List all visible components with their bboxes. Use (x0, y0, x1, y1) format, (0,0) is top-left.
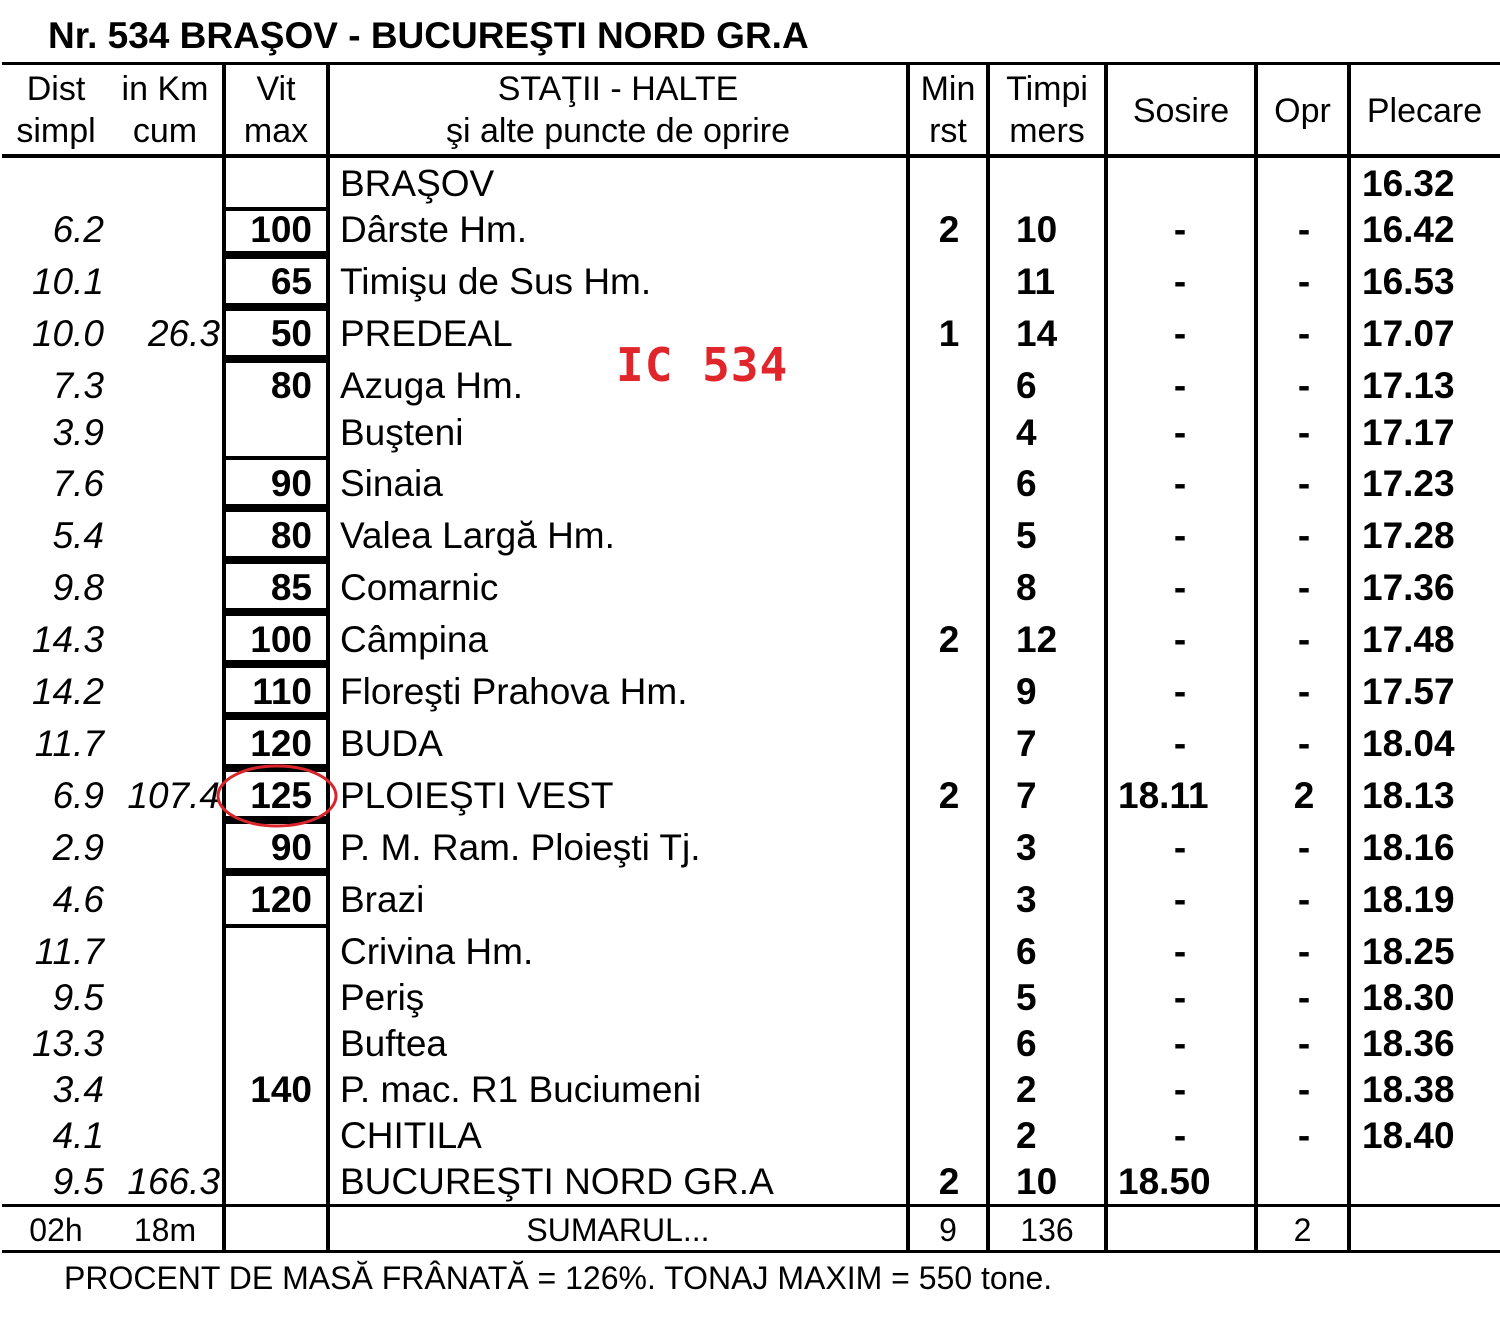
rule-top (2, 62, 1500, 65)
row-stop: 2 (1293, 775, 1315, 816)
row-arrival: - (1173, 1069, 1187, 1110)
row-stop: - (1297, 412, 1311, 453)
row-arrival: - (1173, 619, 1187, 660)
row-dist: 14.3 (31, 619, 104, 660)
row-station: Azuga Hm. (340, 365, 524, 406)
row-station: BUDA (340, 723, 443, 764)
row-arrival: - (1173, 261, 1187, 302)
row-time: 2 (1016, 1069, 1037, 1110)
row-station: CHITILA (340, 1115, 482, 1156)
row-departure: 16.42 (1362, 209, 1455, 250)
row-dist: 11.7 (34, 723, 104, 764)
row-time: 6 (1016, 931, 1037, 972)
row-time: 4 (1016, 412, 1037, 453)
summary-time-total: 136 (1020, 1212, 1074, 1248)
row-stop: - (1297, 723, 1311, 764)
row-dist: 9.5 (52, 1161, 104, 1202)
row-departure: 18.25 (1362, 931, 1455, 972)
header-sosire: Sosire (1132, 92, 1230, 130)
header-km-line2: cum (132, 112, 198, 150)
rule-body-end (2, 1204, 1500, 1207)
row-time: 2 (1016, 1115, 1037, 1156)
row-speed: 80 (270, 365, 312, 406)
row-dist: 9.5 (52, 977, 104, 1018)
row-min: 2 (938, 775, 960, 816)
row-dist: 6.9 (52, 775, 104, 816)
header-min-line2: rst (929, 112, 967, 150)
rule-header (2, 154, 1500, 158)
row-departure: 18.16 (1362, 827, 1455, 868)
row-cum: 26.3 (147, 313, 220, 354)
row-arrival: - (1173, 723, 1187, 764)
row-stop: - (1297, 365, 1311, 406)
row-stop: - (1297, 261, 1311, 302)
row-time: 7 (1016, 723, 1037, 764)
row-speed: 80 (270, 515, 312, 556)
row-speed: 65 (270, 261, 312, 302)
row-departure: 17.23 (1362, 463, 1455, 504)
header-opr: Opr (1274, 92, 1331, 130)
summary-stop-total: 2 (1293, 1212, 1312, 1248)
row-speed: 100 (250, 209, 312, 250)
row-arrival: - (1173, 671, 1187, 712)
row-speed: 85 (270, 567, 312, 608)
row-dist: 7.3 (52, 365, 104, 406)
header-statii (330, 68, 906, 152)
row-station: Valea Largă Hm. (340, 515, 615, 556)
row-dist: 10.0 (31, 313, 104, 354)
summary-min-total: 9 (939, 1212, 957, 1248)
row-arrival: - (1173, 977, 1187, 1018)
row-stop: - (1297, 619, 1311, 660)
header-statii-line2: şi alte puncte de oprire (446, 112, 790, 150)
row-dist: 9.8 (52, 567, 104, 608)
row-speed: 110 (252, 671, 312, 712)
row-time: 5 (1016, 977, 1037, 1018)
row-departure: 18.40 (1362, 1115, 1455, 1156)
row-time: 12 (1016, 619, 1058, 660)
row-departure: 17.57 (1362, 671, 1455, 712)
row-stop: - (1297, 879, 1311, 920)
footer-note: PROCENT DE MASĂ FRÂNATĂ = 126%. TONAJ MAXIM = 550 tone. (64, 1260, 1053, 1296)
row-arrival: - (1173, 463, 1187, 504)
header-timp-line2: mers (1009, 112, 1085, 150)
document-title: Nr. 534 BRAŞOV - BUCUREŞTI NORD GR.A (48, 15, 809, 56)
row-station: Periş (340, 977, 425, 1018)
row-dist: 2.9 (52, 827, 104, 868)
row-stop: - (1297, 515, 1311, 556)
row-stop: - (1297, 1115, 1311, 1156)
row-arrival: - (1173, 1023, 1187, 1064)
row-time: 5 (1016, 515, 1037, 556)
row-dist: 3.9 (52, 412, 104, 453)
row-arrival: - (1173, 931, 1187, 972)
header-dist (4, 68, 108, 152)
row-arrival: 18.11 (1118, 775, 1209, 816)
row-departure: 17.48 (1362, 619, 1455, 660)
row-arrival: - (1173, 365, 1187, 406)
row-departure: 18.13 (1362, 775, 1455, 816)
row-time: 6 (1016, 1023, 1037, 1064)
row-departure: 18.38 (1362, 1069, 1455, 1110)
row-min: 1 (938, 313, 960, 354)
row-dist: 3.4 (52, 1069, 104, 1110)
row-dist: 4.1 (52, 1115, 104, 1156)
row-stop: - (1297, 977, 1311, 1018)
row-arrival: 18.50 (1118, 1161, 1211, 1202)
row-speed: 50 (270, 313, 312, 354)
row-speed: 120 (250, 879, 312, 920)
row-stop: - (1297, 209, 1311, 250)
row-dist: 6.2 (52, 209, 104, 250)
row-station: Sinaia (340, 463, 443, 504)
row-station: Timişu de Sus Hm. (340, 261, 652, 302)
row-dist: 14.2 (31, 671, 104, 712)
summary-label: SUMARUL... (526, 1212, 710, 1248)
row-arrival: - (1173, 515, 1187, 556)
row-station: Crivina Hm. (340, 931, 534, 972)
header-vit-line1: Vit (256, 70, 296, 108)
row-speed: 90 (270, 827, 312, 868)
header-min-line1: Min (920, 70, 976, 108)
row-departure: 17.36 (1362, 567, 1455, 608)
row-arrival: - (1173, 313, 1187, 354)
row-time: 6 (1016, 463, 1037, 504)
header-vit-line2: max (243, 112, 309, 150)
row-time: 6 (1016, 365, 1037, 406)
row-dist: 5.4 (52, 515, 104, 556)
row-dist: 7.6 (52, 463, 104, 504)
row-arrival: - (1173, 567, 1187, 608)
row-departure: 16.32 (1362, 163, 1455, 204)
row-dist: 4.6 (52, 879, 104, 920)
header-timp (990, 68, 1104, 152)
row-stop: - (1297, 931, 1311, 972)
header-vit (226, 68, 326, 152)
row-min: 2 (938, 619, 960, 660)
row-stop: - (1297, 313, 1311, 354)
row-dist: 10.1 (31, 261, 104, 302)
header-km-line1: in Km (121, 70, 209, 108)
highlight-ellipse (218, 766, 336, 826)
row-cum: 166.3 (127, 1161, 220, 1202)
header-plecare: Plecare (1366, 92, 1483, 130)
row-station: Brazi (340, 879, 425, 920)
row-departure: 17.17 (1362, 412, 1455, 453)
row-time: 9 (1016, 671, 1037, 712)
row-speed: 100 (250, 619, 312, 660)
row-min: 2 (938, 209, 960, 250)
row-speed: 125 (250, 775, 312, 816)
row-departure: 18.36 (1362, 1023, 1455, 1064)
row-stop: - (1297, 1023, 1311, 1064)
rule-summary-end (2, 1250, 1500, 1253)
row-speed: 140 (250, 1069, 312, 1110)
row-time: 10 (1016, 1161, 1058, 1202)
row-departure: 18.04 (1362, 723, 1455, 764)
train-stamp: IC 534 (616, 338, 789, 392)
row-min: 2 (938, 1161, 960, 1202)
row-station: Câmpina (340, 619, 489, 660)
row-speed: 90 (270, 463, 312, 504)
row-time: 11 (1016, 261, 1056, 302)
row-stop: - (1297, 567, 1311, 608)
row-arrival: - (1173, 209, 1187, 250)
row-station: Dârste Hm. (340, 209, 528, 250)
header-dist-line1: Dist (26, 70, 86, 108)
row-speed: 120 (250, 723, 312, 764)
row-arrival: - (1173, 879, 1187, 920)
row-station: Buftea (340, 1023, 447, 1064)
header-dist-line2: simpl (16, 112, 96, 150)
row-stop: - (1297, 671, 1311, 712)
row-station: Buşteni (340, 412, 464, 453)
header-timp-line1: Timpi (1006, 70, 1088, 108)
row-departure: 17.07 (1362, 313, 1455, 354)
row-dist: 11.7 (34, 931, 104, 972)
row-time: 10 (1016, 209, 1058, 250)
header-km (110, 68, 220, 152)
summary-minutes: 18m (133, 1212, 197, 1248)
row-stop: - (1297, 827, 1311, 868)
row-station: P. mac. R1 Buciumeni (340, 1069, 702, 1110)
row-departure: 16.53 (1362, 261, 1455, 302)
row-departure: 17.13 (1362, 365, 1455, 406)
row-stop: - (1297, 463, 1311, 504)
row-station: P. M. Ram. Ploieşti Tj. (340, 827, 701, 868)
row-station: Floreşti Prahova Hm. (340, 671, 688, 712)
header-min (910, 68, 986, 152)
row-arrival: - (1173, 412, 1187, 453)
row-cum: 107.4 (127, 775, 220, 816)
row-departure: 18.19 (1362, 879, 1455, 920)
row-departure: 17.28 (1362, 515, 1455, 556)
row-stop: - (1297, 1069, 1311, 1110)
row-time: 3 (1016, 879, 1037, 920)
row-dist: 13.3 (31, 1023, 104, 1064)
header-statii-line1: STAŢII - HALTE (497, 70, 739, 108)
row-station: Comarnic (340, 567, 499, 608)
row-station: PLOIEŞTI VEST (340, 775, 614, 816)
row-time: 8 (1016, 567, 1037, 608)
row-time: 7 (1016, 775, 1037, 816)
row-station: PREDEAL (340, 313, 513, 354)
highlight-circle (214, 762, 340, 830)
row-time: 3 (1016, 827, 1037, 868)
row-arrival: - (1173, 1115, 1187, 1156)
row-departure: 18.30 (1362, 977, 1455, 1018)
summary-hours: 02h (29, 1212, 83, 1248)
row-time: 14 (1016, 313, 1058, 354)
row-arrival: - (1173, 827, 1187, 868)
row-station: BRAŞOV (340, 163, 495, 204)
row-station: BUCUREŞTI NORD GR.A (340, 1161, 774, 1202)
